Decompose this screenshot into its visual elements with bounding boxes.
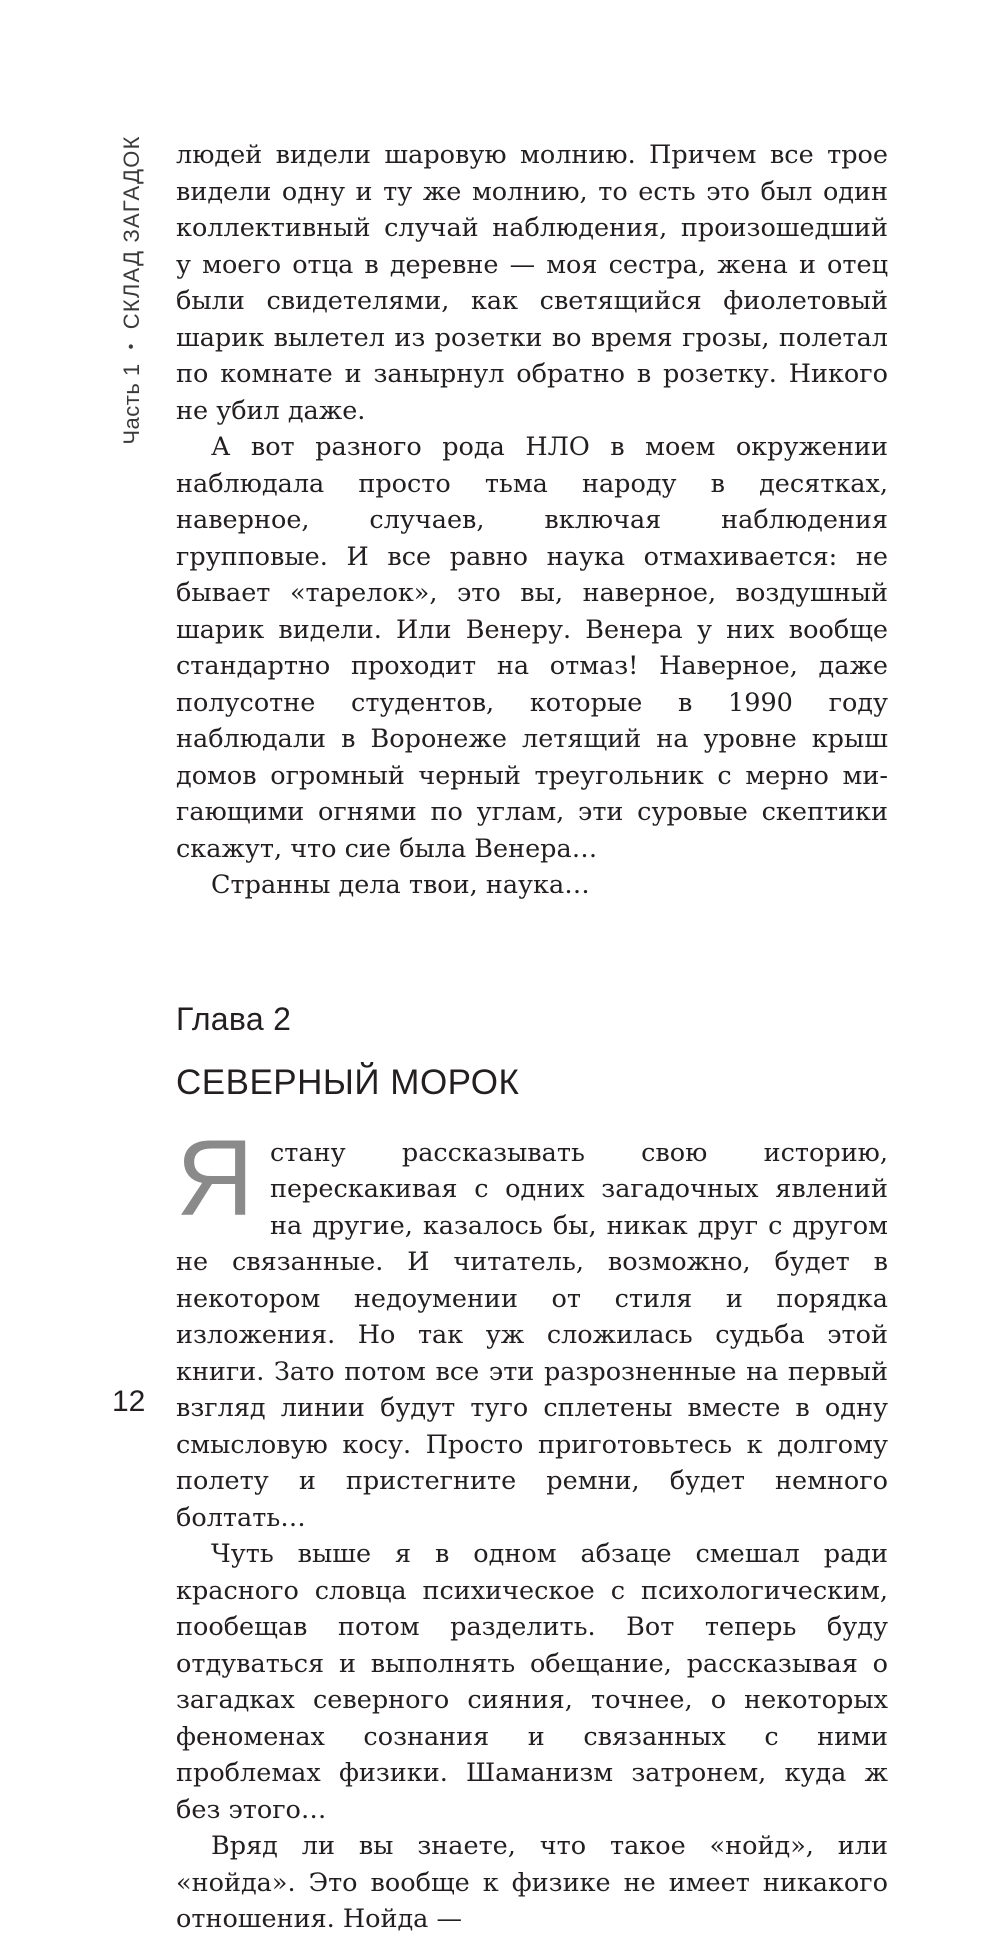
first-paragraph-text: стану рассказывать свою историю, перескакивая с одних загадочных явлений на другие, казалось бы, никак друг с другом не связанные. И читатель, возможно, будет в некотором недоумении от стиля и порядка изложения. Но так уж сложилась судьба этой книги. Зато потом все эти разрозненные на первый взгляд линии будут туго сплетены вместе в одну смысловую косу. Просто приготовьтесь к долгому полету и пристегните ремни, будет немного болтать… (176, 1137, 888, 1533)
running-head (112, 110, 152, 470)
chapter-title: СЕВЕРНЫЙ МОРОК (176, 1062, 520, 1102)
chapter-first-paragraph (176, 1116, 888, 1537)
running-head-part: Часть 1 (119, 363, 144, 445)
paragraph: Чуть выше я в одном абзаце смешал ради красного словца психическое с психологическим, пообещав потом разделить. Вот теперь буду отдуваться и выполнять обещание, рассказывая о загадках северного сияния, точнее, о некоторых феноменах сознания и связанных с ними проблемах физики. Шаманизм затронем, куда ж без этого… (176, 1539, 888, 1825)
running-head-title: СКЛАД ЗАГАДОК (119, 135, 144, 330)
paragraph: Странны дела твои, наука… (211, 870, 590, 900)
paragraph: Вряд ли вы знаете, что такое «нойд», или «нойда». Это вообще к физике не имеет никакого отношения. Нойда — (176, 1831, 888, 1934)
paragraph-continued: людей видели шаровую молнию. Причем все трое видели одну и ту же молнию, то есть это был один коллективный случай наблюдения, произошедший у моего отца в деревне — моя сестра, жена и отец были свидетелями, как светящийся фиолетовый шарик вылетел из розетки во время грозы, полетал по комнате и занырнул обратно в розетку. Никого не убил даже. (176, 140, 888, 426)
paragraph: А вот разного рода НЛО в моем окружении наблюдала просто тьма народу в десятках, наверное, случаев, включая наблюдения групповые. И все равно наука отмахивается: не бывает «тарелок», это вы, наверное, воздушный шарик видели. Или Венеру. Венера у них вообще стандартно проходит на отмаз! Наверное, даже полусотне студентов, которые в 1990 году наблюдали в Воронеже летящий на уровне крыш домов огромный черный треугольник с мерно мигающими огнями по углам, эти суровые скептики скажут, что сие была Венера… (176, 432, 888, 864)
running-head-bullet: • (123, 343, 140, 350)
chapter-label: Глава 2 (176, 1000, 292, 1037)
page-number: 12 (112, 1385, 146, 1418)
drop-cap: Я (176, 1116, 254, 1238)
text-block (176, 137, 888, 1938)
